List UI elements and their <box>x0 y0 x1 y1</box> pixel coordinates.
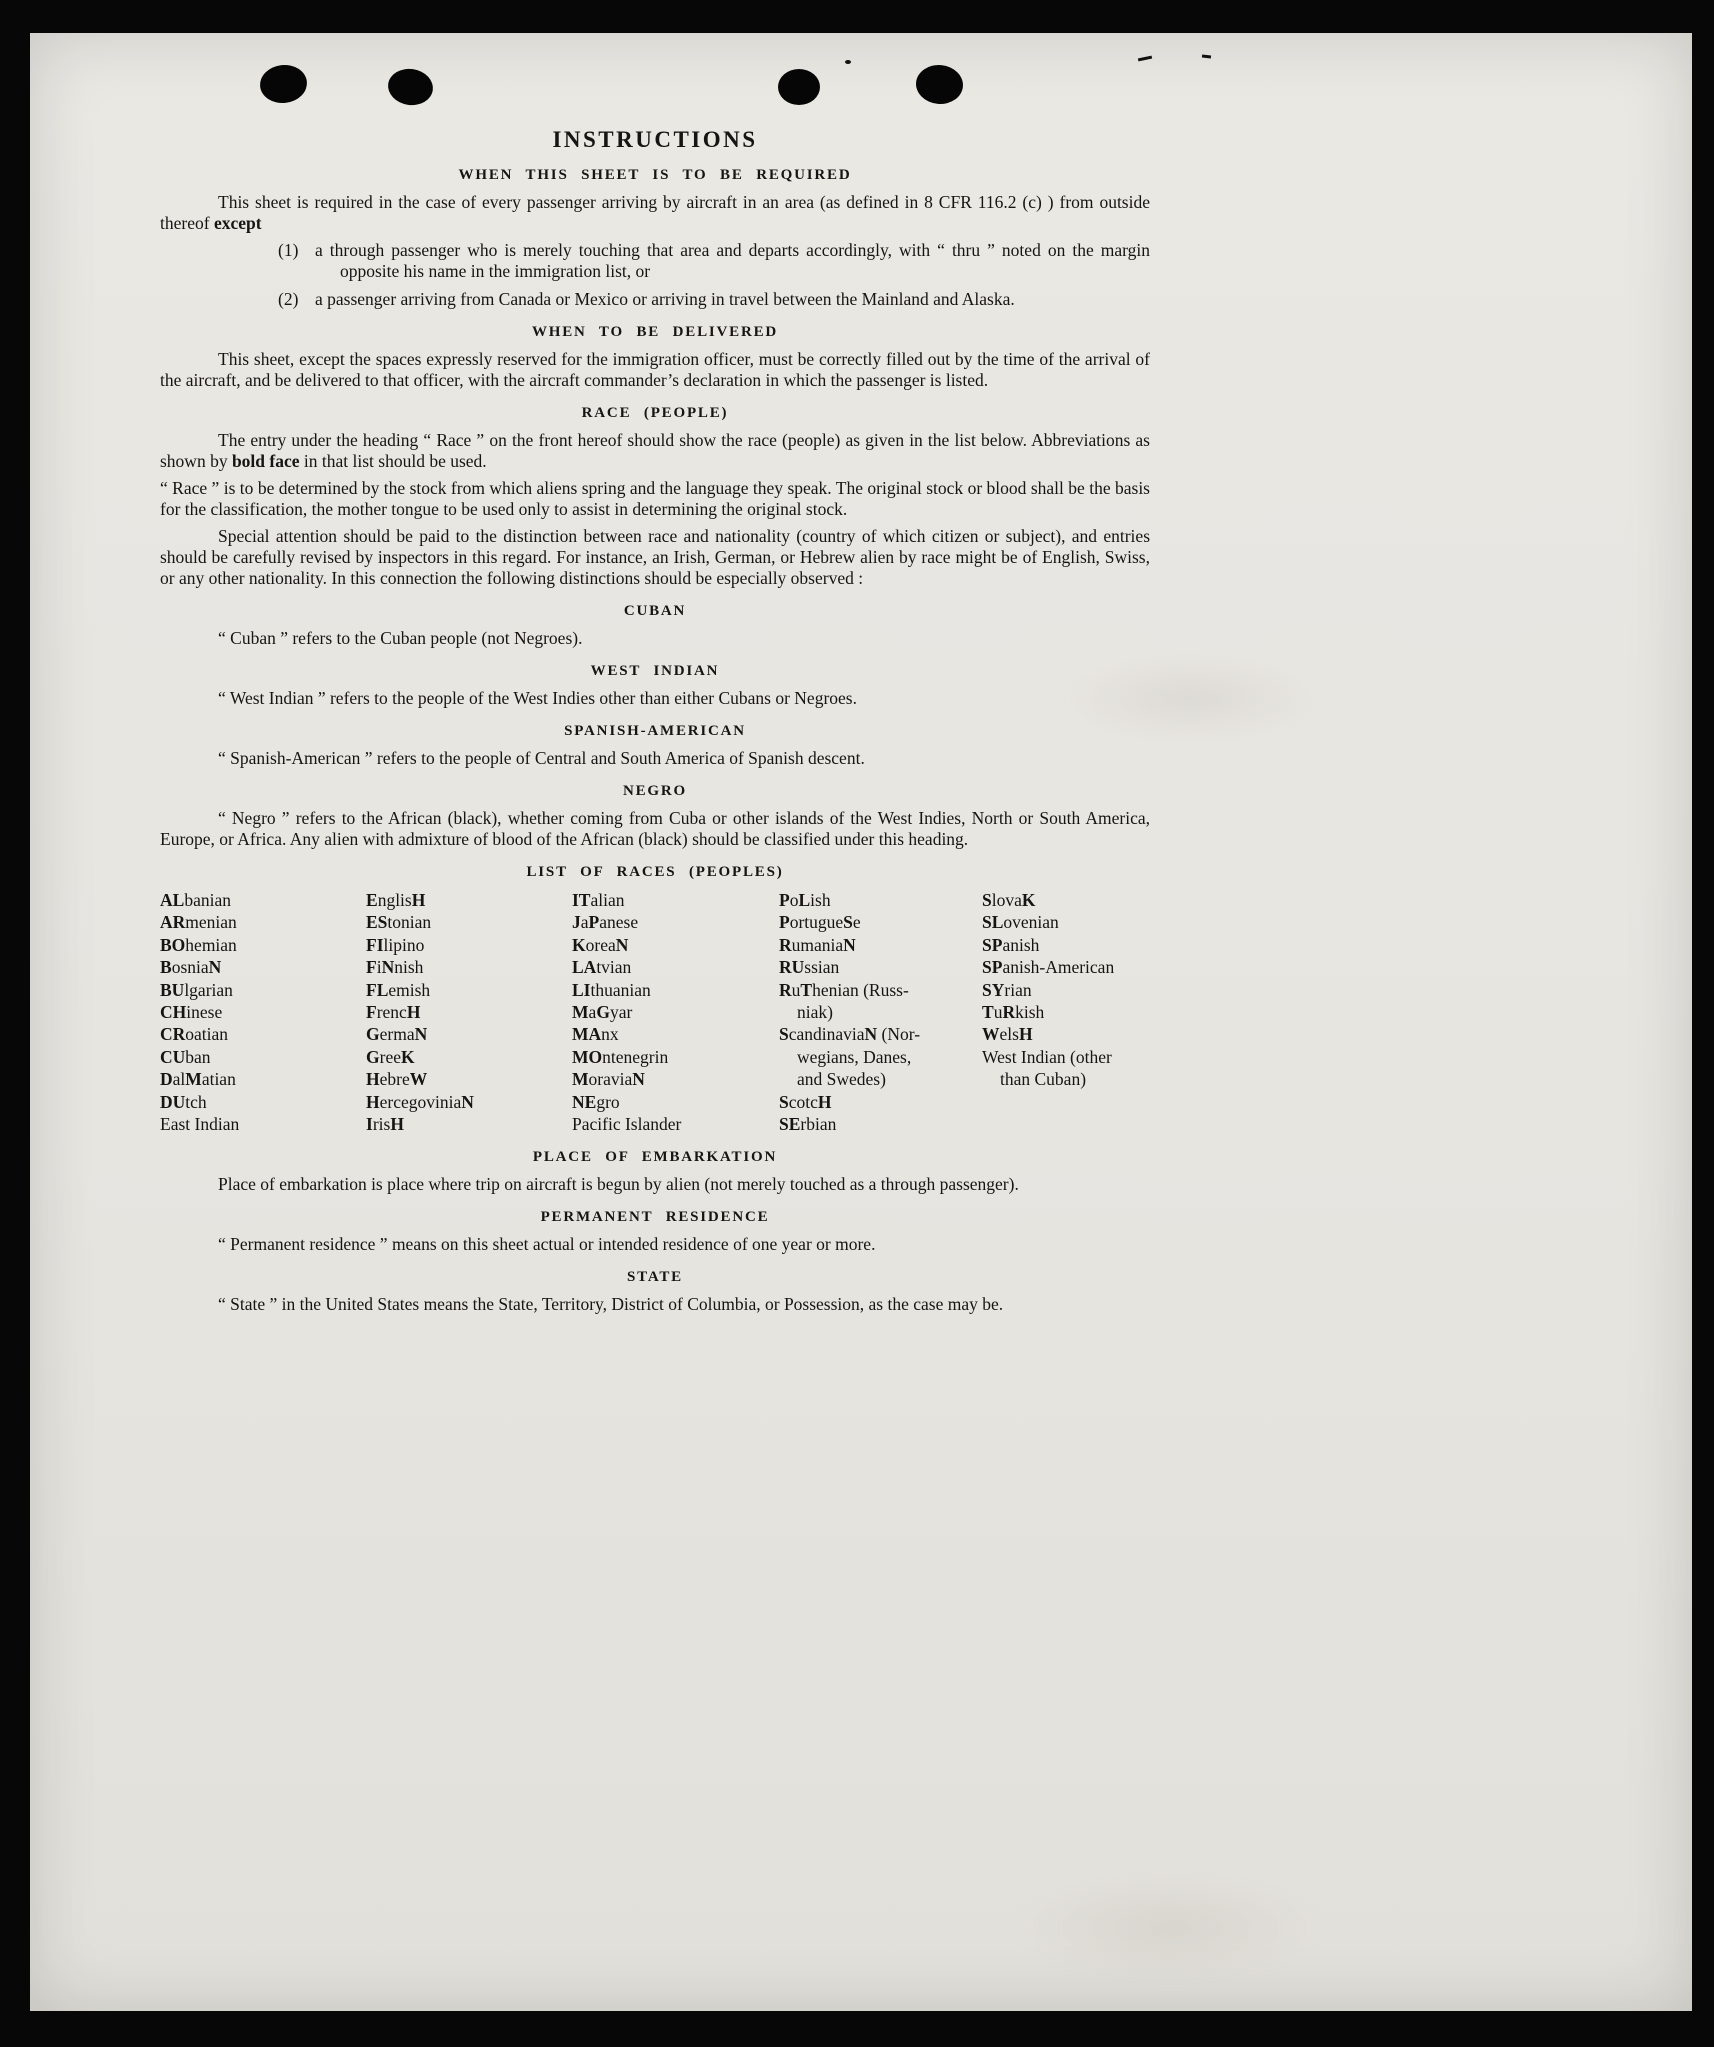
race-item: CRoatian <box>160 1024 229 1045</box>
race-item: FrencH <box>366 1002 421 1023</box>
paragraph-race-3: Special attention should be paid to the distinction between race and nationality (country of which citizen or subject), and entries should be carefully revised by inspectors in this regard. For instance, an Irish, German, or Hebrew alien by race might be of English, Swiss, or any other nationality. In this connection the following distinctions should be especially observed : <box>160 526 1150 588</box>
race-item: SLovenian <box>982 912 1059 933</box>
race-item: niak) <box>797 1002 833 1023</box>
race-item: BOhemian <box>160 934 237 955</box>
paragraph-embarkation: Place of embarkation is place where trip on aircraft is begun by alien (not merely touched as a through passenger). <box>218 1174 1019 1195</box>
race-item: than Cuban) <box>1000 1069 1087 1090</box>
race-item: CHinese <box>160 1002 223 1023</box>
paragraph-race-1 <box>160 430 1150 472</box>
race-item: SYrian <box>982 979 1032 1000</box>
paragraph-state: “ State ” in the United States means the State, Territory, District of Columbia, or Possession, as the case may be. <box>218 1294 1004 1315</box>
race-item: SErbian <box>779 1114 837 1135</box>
section-heading-race-list: LIST OF RACES (PEOPLES) <box>526 864 784 880</box>
race-item: ScandinaviaN (Nor- <box>779 1024 921 1045</box>
race-item: EStonian <box>366 912 432 933</box>
item-number: (2) <box>278 289 299 309</box>
race-item: West Indian (other <box>982 1046 1112 1067</box>
punch-hole <box>778 69 820 105</box>
punch-hole <box>258 63 309 106</box>
paragraph-when-required <box>160 192 1150 234</box>
race-item: Pacific Islander <box>572 1114 682 1135</box>
race-item: RUssian <box>779 957 840 978</box>
race-item: ScotcH <box>779 1091 832 1112</box>
race-item: LIthuanian <box>572 979 651 1000</box>
race-item: PortugueSe <box>779 912 861 933</box>
race-item: GermaN <box>366 1024 428 1045</box>
punch-hole <box>914 63 964 106</box>
paragraph-race-2: “ Race ” is to be determined by the stock from which aliens spring and the language they speak. The original stock or blood shall be the basis for the classification, the mother tongue to be used only to assist in determining the original stock. <box>160 478 1150 519</box>
numbered-item-2 <box>278 289 1150 310</box>
race-item: DUtch <box>160 1091 207 1112</box>
race-item: MAnx <box>572 1024 619 1045</box>
race-list <box>160 889 1150 1135</box>
item-number: (1) <box>278 240 299 260</box>
race-item: ITalian <box>572 890 625 910</box>
instructions-content <box>160 127 1150 1321</box>
race-column <box>160 889 366 1135</box>
race-item: WelsH <box>982 1024 1033 1045</box>
race-item: DalMatian <box>160 1069 236 1090</box>
paragraph-cuban: “ Cuban ” refers to the Cuban people (not Negroes). <box>218 628 583 648</box>
race-item: East Indian <box>160 1114 240 1135</box>
race-item: FIlipino <box>366 934 425 955</box>
section-heading-when-required: WHEN THIS SHEET IS TO BE REQUIRED <box>458 167 852 183</box>
race-item: MoraviaN <box>572 1069 645 1090</box>
paragraph-when-delivered: This sheet, except the spaces expressly reserved for the immigration officer, must be correctly filled out by the time of the arrival of the aircraft, and be delivered to that officer, with the aircraft commander’s declaration in which the passenger is listed. <box>160 349 1150 390</box>
race-item: TuRkish <box>982 1002 1045 1023</box>
race-item: and Swedes) <box>797 1069 886 1090</box>
race-item: ARmenian <box>160 912 237 933</box>
paragraph-text: in that list should be used. <box>299 451 487 471</box>
paragraph-west-indian: “ West Indian ” refers to the people of the West Indies other than either Cubans or Negroes. <box>218 688 857 708</box>
race-item: wegians, Danes, <box>797 1046 912 1067</box>
race-item: SlovaK <box>982 890 1036 910</box>
race-item: HercegoviniaN <box>366 1091 474 1112</box>
scan-speck <box>1138 56 1152 62</box>
section-heading-residence: PERMANENT RESIDENCE <box>540 1209 770 1226</box>
race-item: FLemish <box>366 979 431 1000</box>
race-item: MOntenegrin <box>572 1046 669 1067</box>
section-heading-spanish-american: SPANISH-AMERICAN <box>564 723 746 739</box>
race-item: GreeK <box>366 1046 415 1067</box>
race-column <box>572 889 779 1135</box>
section-heading-embarkation: PLACE OF EMBARKATION <box>532 1149 778 1166</box>
race-item: CUban <box>160 1046 211 1067</box>
paragraph-negro: “ Negro ” refers to the African (black), whether coming from Cuba or other islands of the West Indies, North or South America, Europe, or Africa. Any alien with admixture of blood of the African (black) should be classified under this heading. <box>160 808 1150 849</box>
punch-hole <box>386 66 436 108</box>
scan-speck <box>1202 55 1211 59</box>
paragraph-spanish-american: “ Spanish-American ” refers to the people of Central and South America of Spanish descent. <box>218 748 865 768</box>
race-item: EnglisH <box>366 890 426 910</box>
race-column <box>982 889 1150 1135</box>
scan-speck <box>845 60 851 64</box>
paragraph-text: The entry under the heading “ Race ” on the front hereof should show the race (people) as given in the list below. Abbreviations as shown by <box>160 430 1150 471</box>
item-text: a passenger arriving from Canada or Mexico or arriving in travel between the Mainland and Alaska. <box>315 289 1015 309</box>
section-heading-state: STATE <box>627 1269 683 1286</box>
race-item: HebreW <box>366 1069 428 1090</box>
numbered-item-1 <box>278 240 1150 282</box>
race-column <box>366 889 572 1135</box>
race-item: ALbanian <box>160 890 231 910</box>
section-heading-race: RACE (PEOPLE) <box>581 405 729 421</box>
item-text: a through passenger who is merely touching that area and departs accordingly, with “ thru ” noted on the margin opposite his name in the immigration list, or <box>315 240 1150 281</box>
bold-text: except <box>213 213 262 233</box>
section-heading-when-delivered: WHEN TO BE DELIVERED <box>531 324 779 340</box>
section-heading-negro: NEGRO <box>622 783 687 799</box>
paragraph-text: This sheet is required in the case of every passenger arriving by aircraft in an area (as defined in 8 CFR 116.2 (c) ) from outside thereof <box>160 192 1150 233</box>
race-item: LAtvian <box>572 957 632 978</box>
bleed-through-smudge <box>1010 1873 1330 1983</box>
race-item: SPanish <box>982 934 1040 955</box>
race-item: BosniaN <box>160 957 222 978</box>
race-item: KoreaN <box>572 934 629 955</box>
race-item: RumaniaN <box>779 934 856 955</box>
race-item: PoLish <box>779 890 831 910</box>
bold-text: bold face <box>231 451 300 471</box>
race-item: NEgro <box>572 1091 620 1112</box>
section-heading-cuban: CUBAN <box>623 603 687 619</box>
page-title: INSTRUCTIONS <box>552 127 758 152</box>
race-column <box>779 889 982 1135</box>
race-item: JaPanese <box>572 912 639 933</box>
race-item: RuThenian (Russ- <box>779 979 909 1000</box>
race-item: SPanish-American <box>982 957 1115 978</box>
section-heading-west-indian: WEST INDIAN <box>590 663 720 679</box>
race-item: FiNnish <box>366 957 424 978</box>
race-item: BUlgarian <box>160 979 233 1000</box>
race-item: IrisH <box>366 1114 404 1135</box>
paragraph-residence: “ Permanent residence ” means on this sheet actual or intended residence of one year or more. <box>218 1234 876 1255</box>
race-item: MaGyar <box>572 1002 633 1023</box>
document-page <box>30 33 1692 2011</box>
